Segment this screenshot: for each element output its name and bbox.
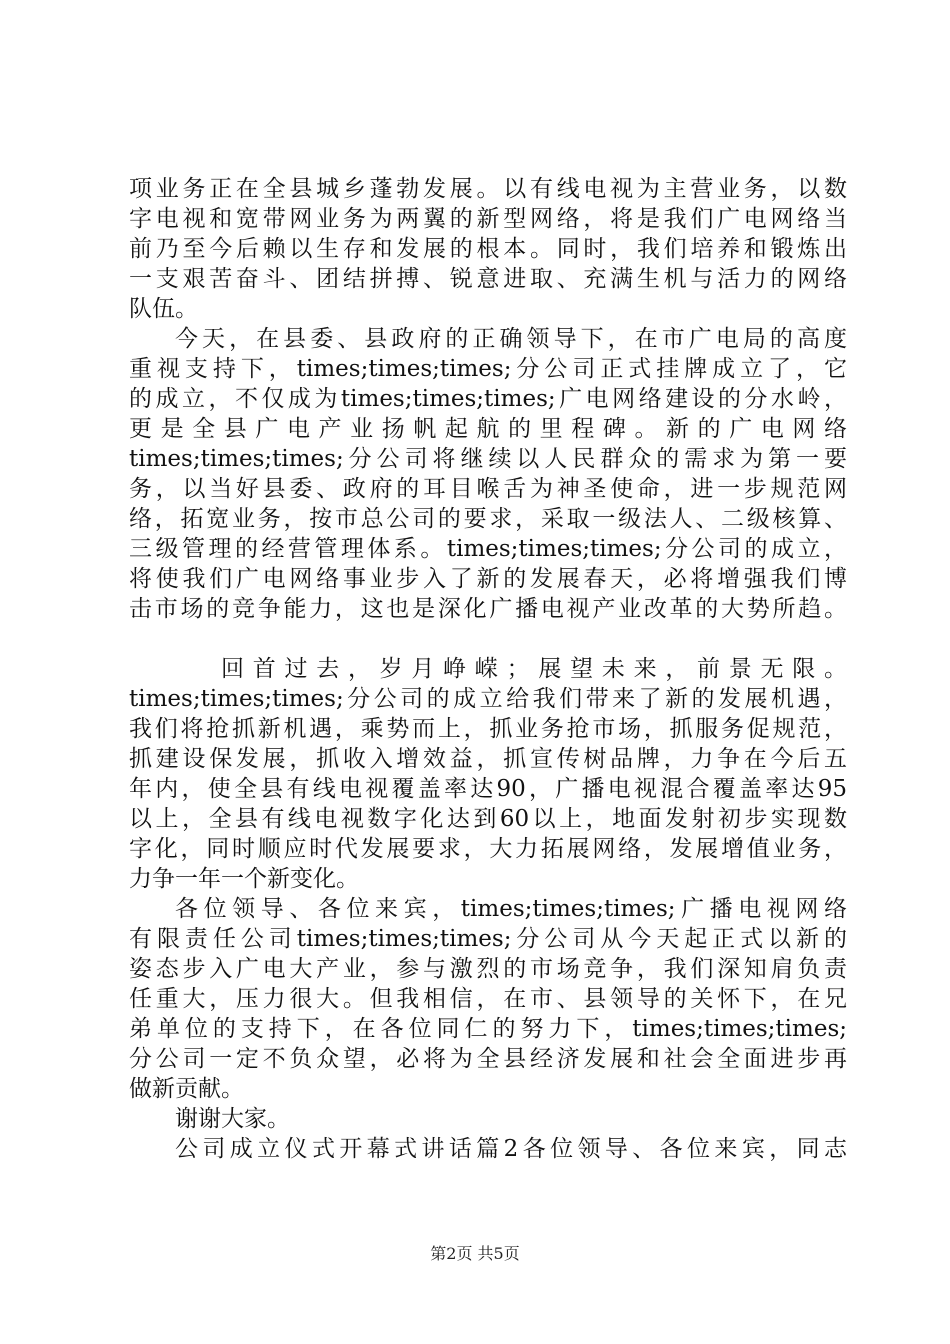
text-line: 各位领导、各位来宾，times;times;times;广播电视网络 bbox=[175, 896, 847, 922]
text-line: 力争一年一个新变化。 bbox=[129, 866, 359, 892]
text-line: 谢谢大家。 bbox=[175, 1106, 290, 1132]
document-body bbox=[129, 174, 847, 1164]
text-line: 分公司一定不负众望，必将为全县经济发展和社会全面进步再 bbox=[129, 1046, 847, 1072]
text-line: 做新贡献。 bbox=[129, 1076, 244, 1102]
text-line: 抓建设保发展，抓收入增效益，抓宣传树品牌，力争在今后五 bbox=[129, 746, 847, 772]
text-line: 一支艰苦奋斗、团结拼搏、锐意进取、充满生机与活力的网络 bbox=[129, 266, 847, 292]
text-line: 前乃至今后赖以生存和发展的根本。同时，我们培养和锻炼出 bbox=[129, 236, 847, 262]
text-line: 年内，使全县有线电视覆盖率达90，广播电视混合覆盖率达95 bbox=[129, 776, 847, 802]
text-line: 更是全县广电产业扬帆起航的里程碑。新的广电网络 bbox=[129, 416, 847, 442]
text-line: 今天，在县委、县政府的正确领导下，在市广电局的高度 bbox=[175, 326, 847, 352]
text-line: times;times;times;分公司的成立给我们带来了新的发展机遇， bbox=[129, 686, 847, 712]
text-line: 络，拓宽业务，按市总公司的要求，采取一级法人、二级核算、 bbox=[129, 506, 847, 532]
page-footer: 第2页 共5页 bbox=[430, 1244, 520, 1263]
text-line: 有限责任公司times;times;times;分公司从今天起正式以新的 bbox=[129, 926, 847, 952]
text-line: 重视支持下，times;times;times;分公司正式挂牌成立了，它 bbox=[129, 356, 847, 382]
text-line: 击市场的竞争能力，这也是深化广播电视产业改革的大势所趋。 bbox=[129, 596, 847, 622]
text-line: 任重大，压力很大。但我相信，在市、县领导的关怀下，在兄 bbox=[129, 986, 847, 1012]
text-line: 项业务正在全县城乡蓬勃发展。以有线电视为主营业务，以数 bbox=[129, 176, 847, 202]
text-line: 弟单位的支持下，在各位同仁的努力下，times;times;times; bbox=[129, 1016, 847, 1042]
text-line: 我们将抢抓新机遇，乘势而上，抓业务抢市场，抓服务促规范， bbox=[129, 716, 847, 742]
text-line: 的成立，不仅成为times;times;times;广电网络建设的分水岭， bbox=[129, 386, 847, 412]
text-line: 务，以当好县委、政府的耳目喉舌为神圣使命，进一步规范网 bbox=[129, 476, 847, 502]
text-line: 以上，全县有线电视数字化达到60以上，地面发射初步实现数 bbox=[129, 806, 847, 832]
text-line: 字化，同时顺应时代发展要求，大力拓展网络，发展增值业务， bbox=[129, 836, 847, 862]
text-line: 回首过去，岁月峥嵘；展望未来，前景无限。 bbox=[221, 656, 847, 682]
text-line: 公司成立仪式开幕式讲话篇2各位领导、各位来宾，同志 bbox=[175, 1136, 847, 1162]
blank-line bbox=[129, 624, 847, 654]
text-line: 字电视和宽带网业务为两翼的新型网络，将是我们广电网络当 bbox=[129, 206, 847, 232]
text-line: 姿态步入广电大产业，参与激烈的市场竞争，我们深知肩负责 bbox=[129, 956, 847, 982]
text-line: times;times;times;分公司将继续以人民群众的需求为第一要 bbox=[129, 446, 847, 472]
text-line: 将使我们广电网络事业步入了新的发展春天，必将增强我们博 bbox=[129, 566, 847, 592]
text-line: 队伍。 bbox=[129, 296, 198, 322]
text-line: 三级管理的经营管理体系。times;times;times;分公司的成立， bbox=[129, 536, 847, 562]
